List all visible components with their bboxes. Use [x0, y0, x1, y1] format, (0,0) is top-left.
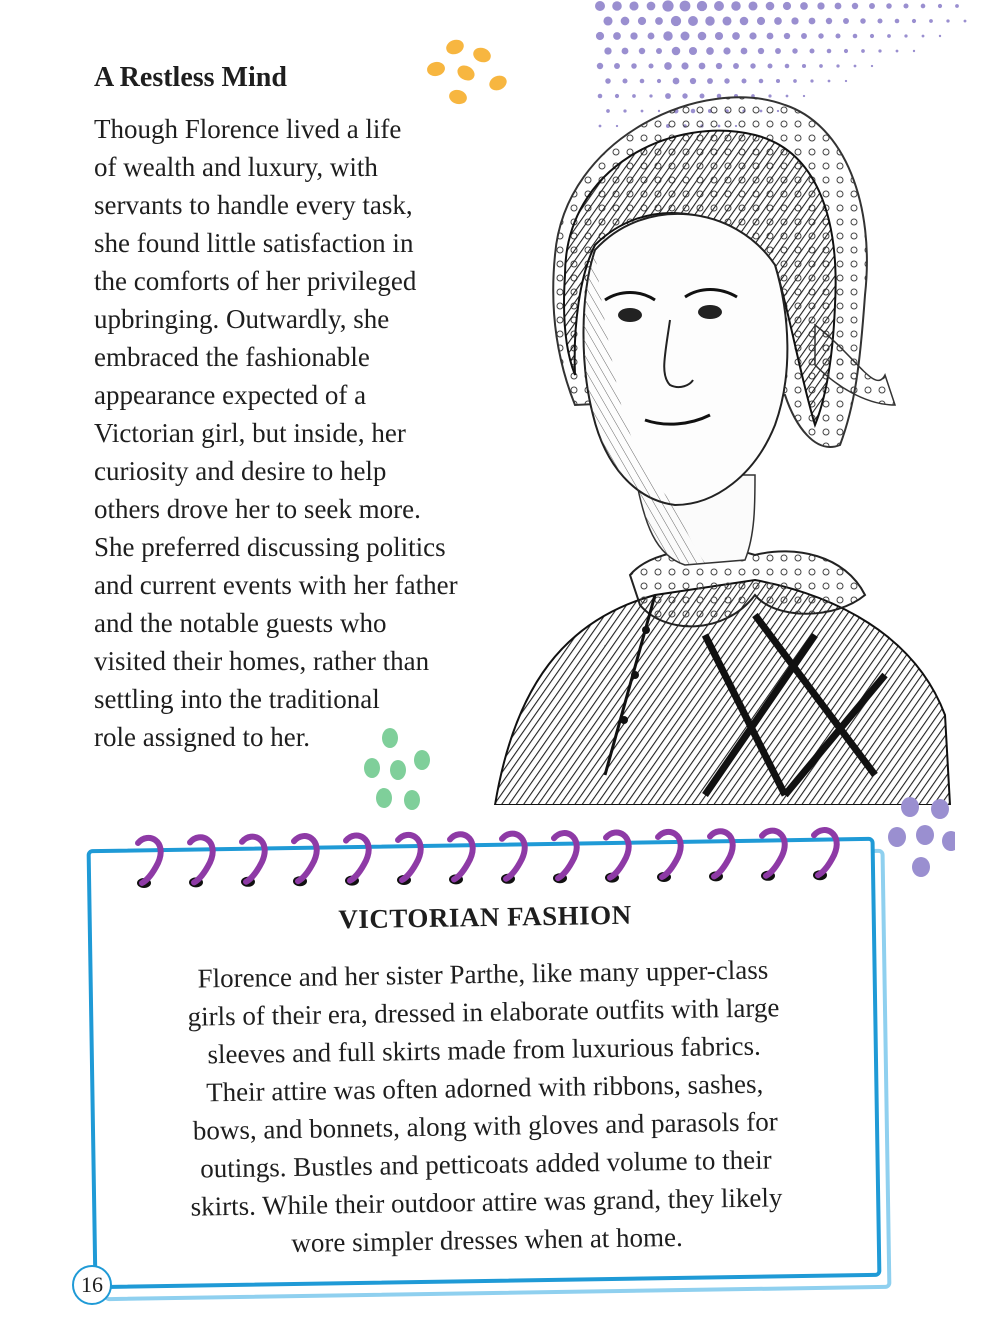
halftone-dot [672, 47, 681, 56]
halftone-dot [835, 3, 842, 10]
halftone-dot [852, 3, 858, 9]
halftone-dot [629, 1, 638, 10]
halftone-dot [705, 16, 714, 25]
spiral-ring [814, 830, 837, 875]
halftone-dot [749, 32, 756, 39]
halftone-dot [809, 48, 814, 53]
body-line: Though Florence lived a life [94, 114, 402, 144]
halftone-dot [895, 19, 900, 24]
halftone-dot [819, 64, 823, 68]
spiral-ring [710, 831, 733, 876]
body-line: embraced the fashionable [94, 342, 370, 372]
sidebar-line: Their attire was often adorned with ribbons, sashes, [205, 1068, 764, 1108]
halftone-dot [860, 18, 866, 24]
halftone-dot [844, 49, 848, 53]
section-title: A Restless Mind [94, 62, 287, 93]
body-line: servants to handle every task, [94, 190, 413, 220]
halftone-dot [878, 49, 881, 52]
halftone-dot [741, 48, 748, 55]
body-line: visited their homes, rather than [94, 646, 430, 676]
halftone-dot [766, 2, 775, 11]
halftone-dot [913, 50, 915, 52]
halftone-dot [921, 4, 926, 9]
halftone-dot [603, 16, 612, 25]
purple-dots-icon [885, 795, 955, 880]
halftone-dot [648, 63, 653, 68]
spiral-ring [658, 832, 681, 877]
sidebar-line: skirts. While their outdoor attire was grand, they likely [190, 1182, 783, 1222]
halftone-dot [613, 32, 621, 40]
halftone-dot [656, 48, 662, 54]
body-line: settling into the traditional [94, 684, 380, 714]
halftone-dot [604, 47, 611, 54]
halftone-dot [809, 18, 816, 25]
halftone-dot [688, 16, 698, 26]
halftone-dot [731, 1, 740, 10]
body-line: others drove her to seek more. [94, 494, 421, 524]
halftone-dot [946, 19, 949, 22]
halftone-dot [680, 1, 691, 12]
halftone-dot [621, 17, 630, 26]
halftone-dot [748, 1, 757, 10]
sidebar-paragraph [108, 949, 863, 1265]
halftone-dot [638, 17, 646, 25]
halftone-dot [630, 32, 637, 39]
halftone-dot [639, 48, 645, 54]
halftone-dot [854, 65, 857, 68]
sidebar-line: Florence and her sister Parthe, like many upper-class [197, 954, 769, 994]
sidebar-line: bows, and bonnets, along with gloves and parasols for [192, 1106, 778, 1146]
green-dots-icon [360, 720, 440, 815]
halftone-dot [757, 17, 765, 25]
halftone-dot [663, 31, 672, 40]
spiral-ring [762, 831, 785, 876]
body-line: curiosity and desire to help [94, 456, 387, 486]
halftone-dot [922, 35, 925, 38]
halftone-dot [733, 63, 739, 69]
spiral-ring [190, 837, 213, 882]
halftone-dot [775, 48, 781, 54]
halftone-dot [784, 33, 790, 39]
halftone-dot [614, 63, 620, 69]
body-line: She preferred discussing politics [94, 532, 446, 562]
halftone-dot [785, 64, 790, 69]
halftone-dot [896, 50, 899, 53]
halftone-dot [887, 34, 891, 38]
sidebar-title: VICTORIAN FASHION [338, 899, 632, 935]
halftone-dot [955, 4, 959, 8]
halftone-dot [792, 48, 797, 53]
spiral-ring [242, 837, 265, 882]
halftone-dot [791, 17, 798, 24]
halftone-dot [758, 48, 764, 54]
spiral-ring [138, 838, 161, 883]
halftone-dot [631, 63, 637, 69]
halftone-dot [886, 3, 892, 9]
halftone-dot [714, 1, 724, 11]
body-line: role assigned to her. [94, 722, 310, 752]
body-line: of wealth and luxury, with [94, 152, 378, 182]
spiral-ring [450, 834, 473, 879]
halftone-dot [802, 64, 806, 68]
spiral-ring [346, 835, 369, 880]
halftone-dot [722, 16, 731, 25]
halftone-dot [647, 2, 656, 11]
halftone-dot [681, 32, 690, 41]
body-line: upbringing. Outwardly, she [94, 304, 390, 334]
halftone-dot [870, 34, 874, 38]
halftone-dot [912, 19, 916, 23]
halftone-dot [903, 3, 908, 8]
halftone-dot [750, 63, 755, 68]
halftone-dot [671, 16, 681, 26]
page-number: 16 [72, 1265, 112, 1305]
halftone-dot [767, 33, 774, 40]
halftone-dot [853, 34, 858, 39]
halftone-dot [697, 1, 707, 11]
spiral-ring [554, 833, 577, 878]
halftone-dot [595, 1, 605, 11]
halftone-dot [732, 32, 740, 40]
halftone-dot [774, 17, 782, 25]
halftone-dot [699, 63, 706, 70]
body-line: the comforts of her privileged [94, 266, 417, 296]
halftone-dot [596, 32, 604, 40]
body-line: and the notable guests who [94, 608, 387, 638]
halftone-dot [826, 18, 832, 24]
halftone-dot [871, 65, 873, 67]
body-line: and current events with her father [94, 570, 458, 600]
halftone-dot [817, 2, 824, 9]
halftone-dot [768, 64, 773, 69]
halftone-dot [715, 32, 723, 40]
halftone-dot [835, 33, 840, 38]
spiral-ring [502, 834, 525, 879]
halftone-dot [939, 35, 941, 37]
body-line: Victorian girl, but inside, her [94, 418, 406, 448]
halftone-dot [904, 34, 907, 37]
spiral-ring [398, 835, 421, 880]
halftone-dot [664, 62, 672, 70]
halftone-dot [655, 17, 663, 25]
halftone-dot [698, 32, 707, 41]
halftone-dot [662, 0, 673, 11]
halftone-dot [827, 49, 832, 54]
halftone-dot [716, 63, 722, 69]
halftone-dot [648, 33, 655, 40]
halftone-dot [800, 2, 808, 10]
spiral-ring [294, 836, 317, 881]
halftone-dot [869, 3, 875, 9]
spiral-binding-icon [130, 825, 850, 895]
halftone-dot [723, 47, 730, 54]
halftone-dot [622, 48, 629, 55]
sidebar-line: outings. Bustles and petticoats added volume to their [199, 1144, 772, 1184]
sidebar-line: wore simpler dresses when at home. [291, 1221, 684, 1259]
halftone-dot [877, 18, 882, 23]
halftone-dot [681, 62, 688, 69]
halftone-dot [861, 49, 865, 53]
halftone-dot [801, 33, 807, 39]
halftone-dot [612, 1, 622, 11]
sidebar-line: sleeves and full skirts made from luxurious fabrics. [207, 1030, 761, 1070]
halftone-dot [818, 33, 823, 38]
halftone-dot [706, 47, 714, 55]
body-line: she found little satisfaction in [94, 228, 414, 258]
halftone-dot [597, 63, 603, 69]
sidebar-line: girls of their era, dressed in elaborate outfits with large [187, 992, 780, 1032]
halftone-dot [938, 4, 942, 8]
halftone-dot [783, 2, 791, 10]
halftone-dot [964, 20, 967, 23]
body-line: appearance expected of a [94, 380, 367, 410]
spiral-ring [606, 832, 629, 877]
halftone-dot [740, 17, 749, 26]
halftone-dot [689, 47, 697, 55]
halftone-dot [929, 19, 933, 23]
portrait-image [455, 75, 955, 805]
halftone-dot [836, 64, 839, 67]
halftone-dot [843, 18, 849, 24]
